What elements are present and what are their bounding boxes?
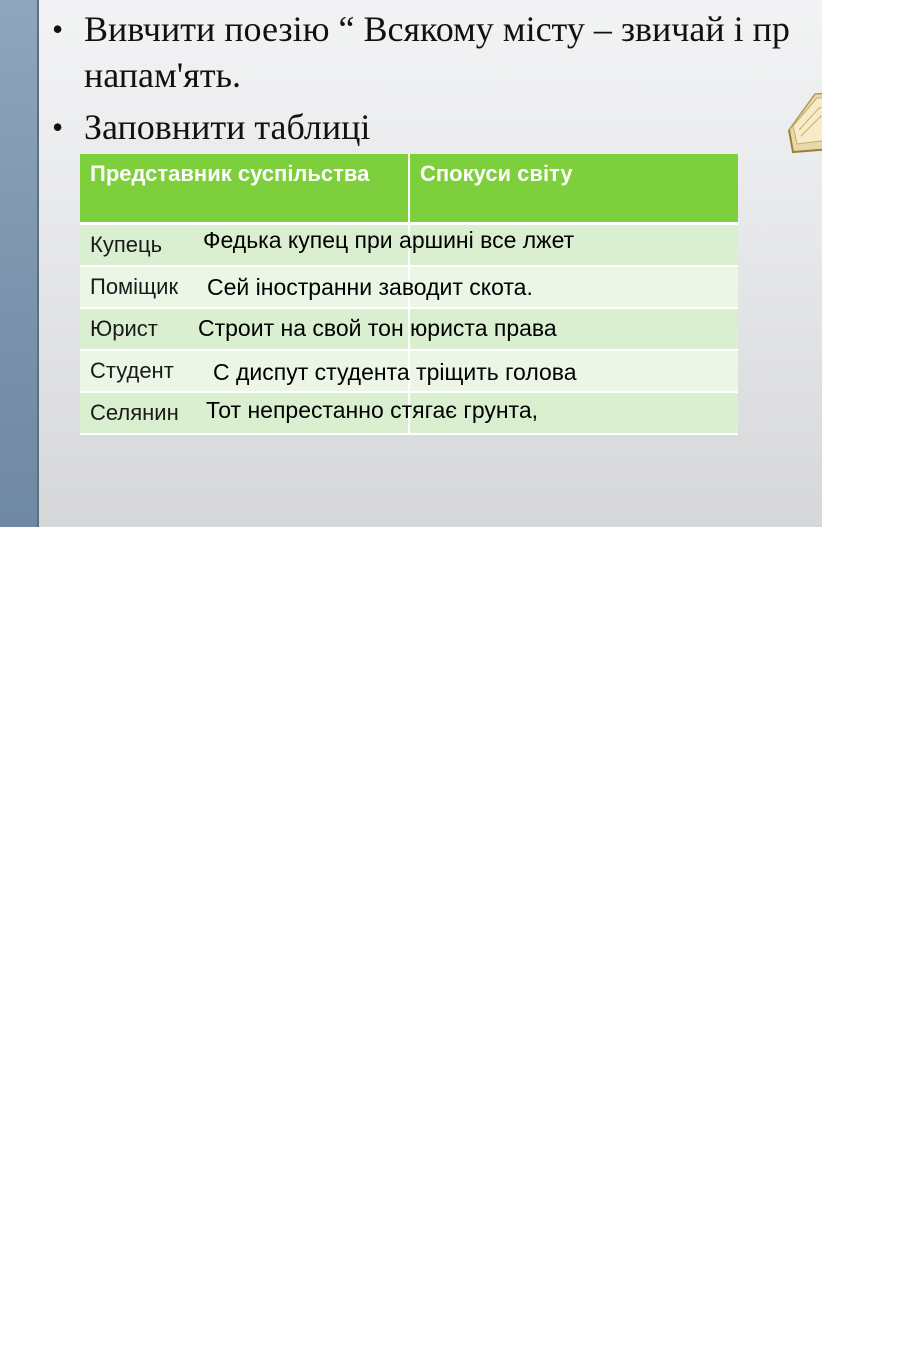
table-header-row [80, 154, 738, 224]
cell-role: Селянин [80, 392, 409, 434]
bullet-dot-icon: • [52, 109, 64, 145]
cell-role: Купець [80, 224, 409, 267]
quote-lawyer: Строит на свой тон юриста права [198, 315, 557, 341]
bullet-list [52, 6, 822, 150]
quote-landowner: Сей іностранни заводит скота. [207, 274, 533, 300]
cell-role: Юрист [80, 308, 409, 350]
quote-peasant: Тот непрестанно стягає грунта, [206, 397, 539, 423]
bullet-dot-icon: • [52, 11, 64, 47]
header-temptations: Спокуси світу [409, 154, 738, 224]
header-representative: Представник суспільства [80, 154, 409, 224]
presentation-slide [0, 0, 822, 527]
bullet-item-poem-continued [52, 52, 822, 98]
bullet-text: Заповнити таблиці [84, 107, 371, 147]
quote-merchant: Федька купец при аршині все лжет [203, 227, 575, 253]
bullet-item-table [52, 104, 822, 150]
slide-side-band [0, 0, 37, 527]
quote-student: С диспут студента тріщить голова [213, 359, 577, 385]
slide-side-divider [37, 0, 39, 527]
cell-role: Поміщик [80, 266, 409, 308]
cell-role: Студент [80, 350, 409, 392]
bullet-item-poem [52, 6, 822, 52]
bullet-text: напам'ять. [84, 55, 241, 95]
book-icon [785, 86, 822, 156]
bullet-text: Вивчити поезію “ Всякому місту – звичай і пр [84, 9, 790, 49]
